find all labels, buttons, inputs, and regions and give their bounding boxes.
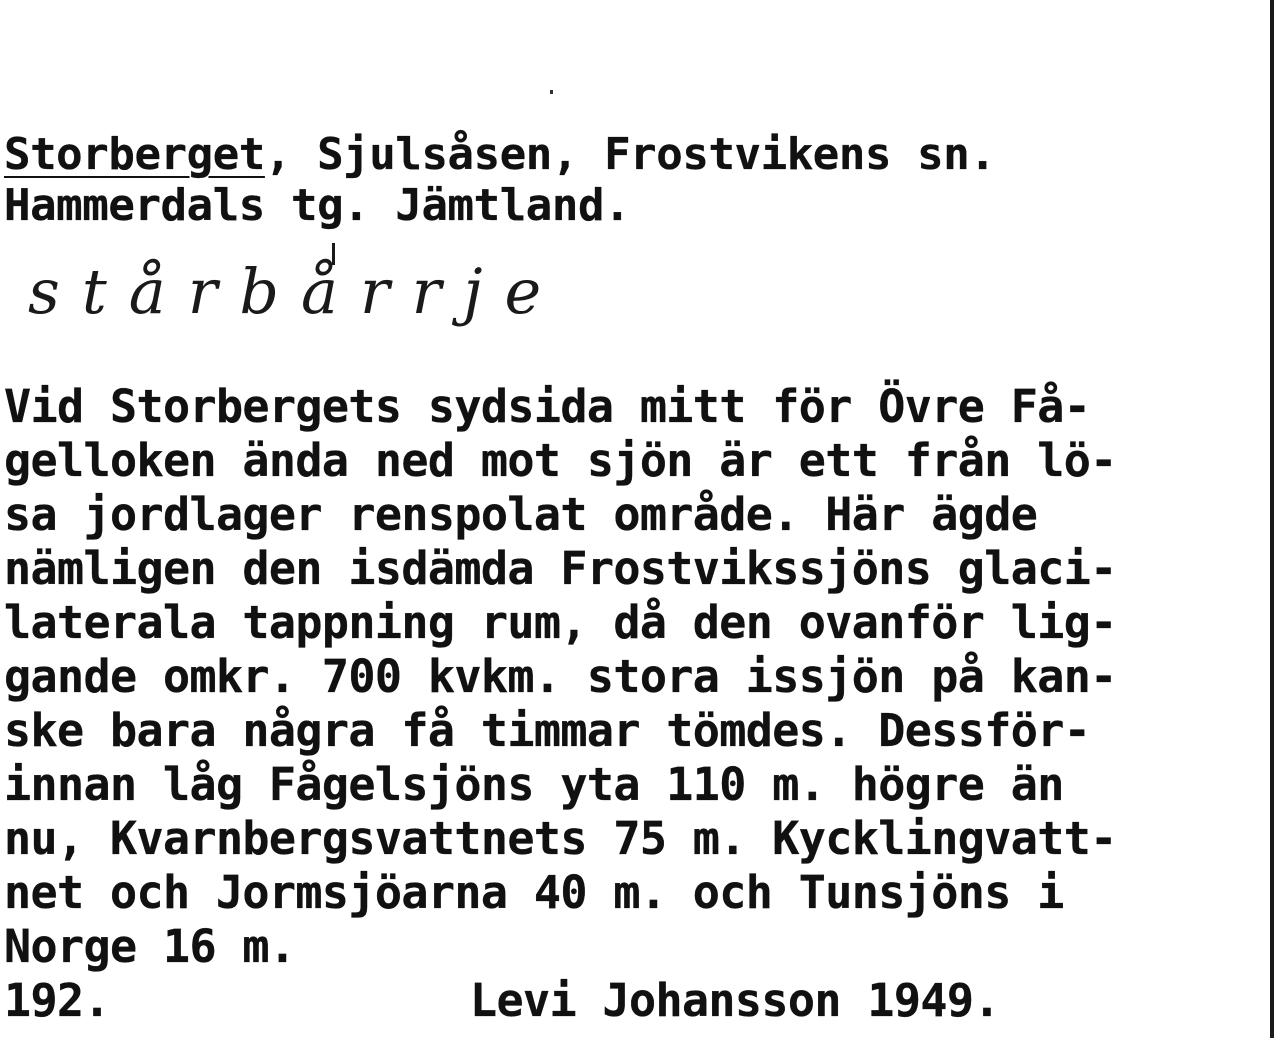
author-signature: Levi Johansson 1949.	[470, 974, 1000, 1027]
body-line: Norge 16 m.	[4, 920, 296, 973]
body-line: Vid Storbergets sydsida mitt för Övre Få-	[4, 380, 1091, 433]
body-line: gande omkr. 700 kvkm. stora issjön på kan-	[4, 650, 1117, 703]
header-line-1	[4, 129, 996, 180]
body-line: net och Jormsjöarna 40 m. och Tunsjöns i	[4, 866, 1064, 919]
place-name: Storberget	[4, 129, 265, 180]
body-line: innan låg Fågelsjöns yta 110 m. högre än	[4, 758, 1064, 811]
body-line: gelloken ända ned mot sjön är ett från lö-	[4, 434, 1117, 487]
body-line: ske bara några få timmar tömdes. Dessför-	[4, 704, 1091, 757]
body-line: laterala tappning rum, då den ovanför lig-	[4, 596, 1117, 649]
body-line: sa jordlager renspolat område. Här ägde	[4, 488, 1038, 541]
body-line: nu, Kvarnbergsvattnets 75 m. Kycklingvatt-	[4, 812, 1117, 865]
paper-speck	[550, 90, 553, 94]
handwritten-dialect-form: stårbårrje	[28, 255, 564, 328]
card-edge	[1270, 0, 1274, 1038]
body-line: nämligen den isdämda Frostvikssjöns glaci-	[4, 542, 1117, 595]
header-line-2: Hammerdals tg. Jämtland.	[4, 180, 631, 231]
card-number: 192.	[4, 974, 110, 1027]
location-details: , Sjulsåsen, Frostvikens sn.	[264, 129, 996, 180]
